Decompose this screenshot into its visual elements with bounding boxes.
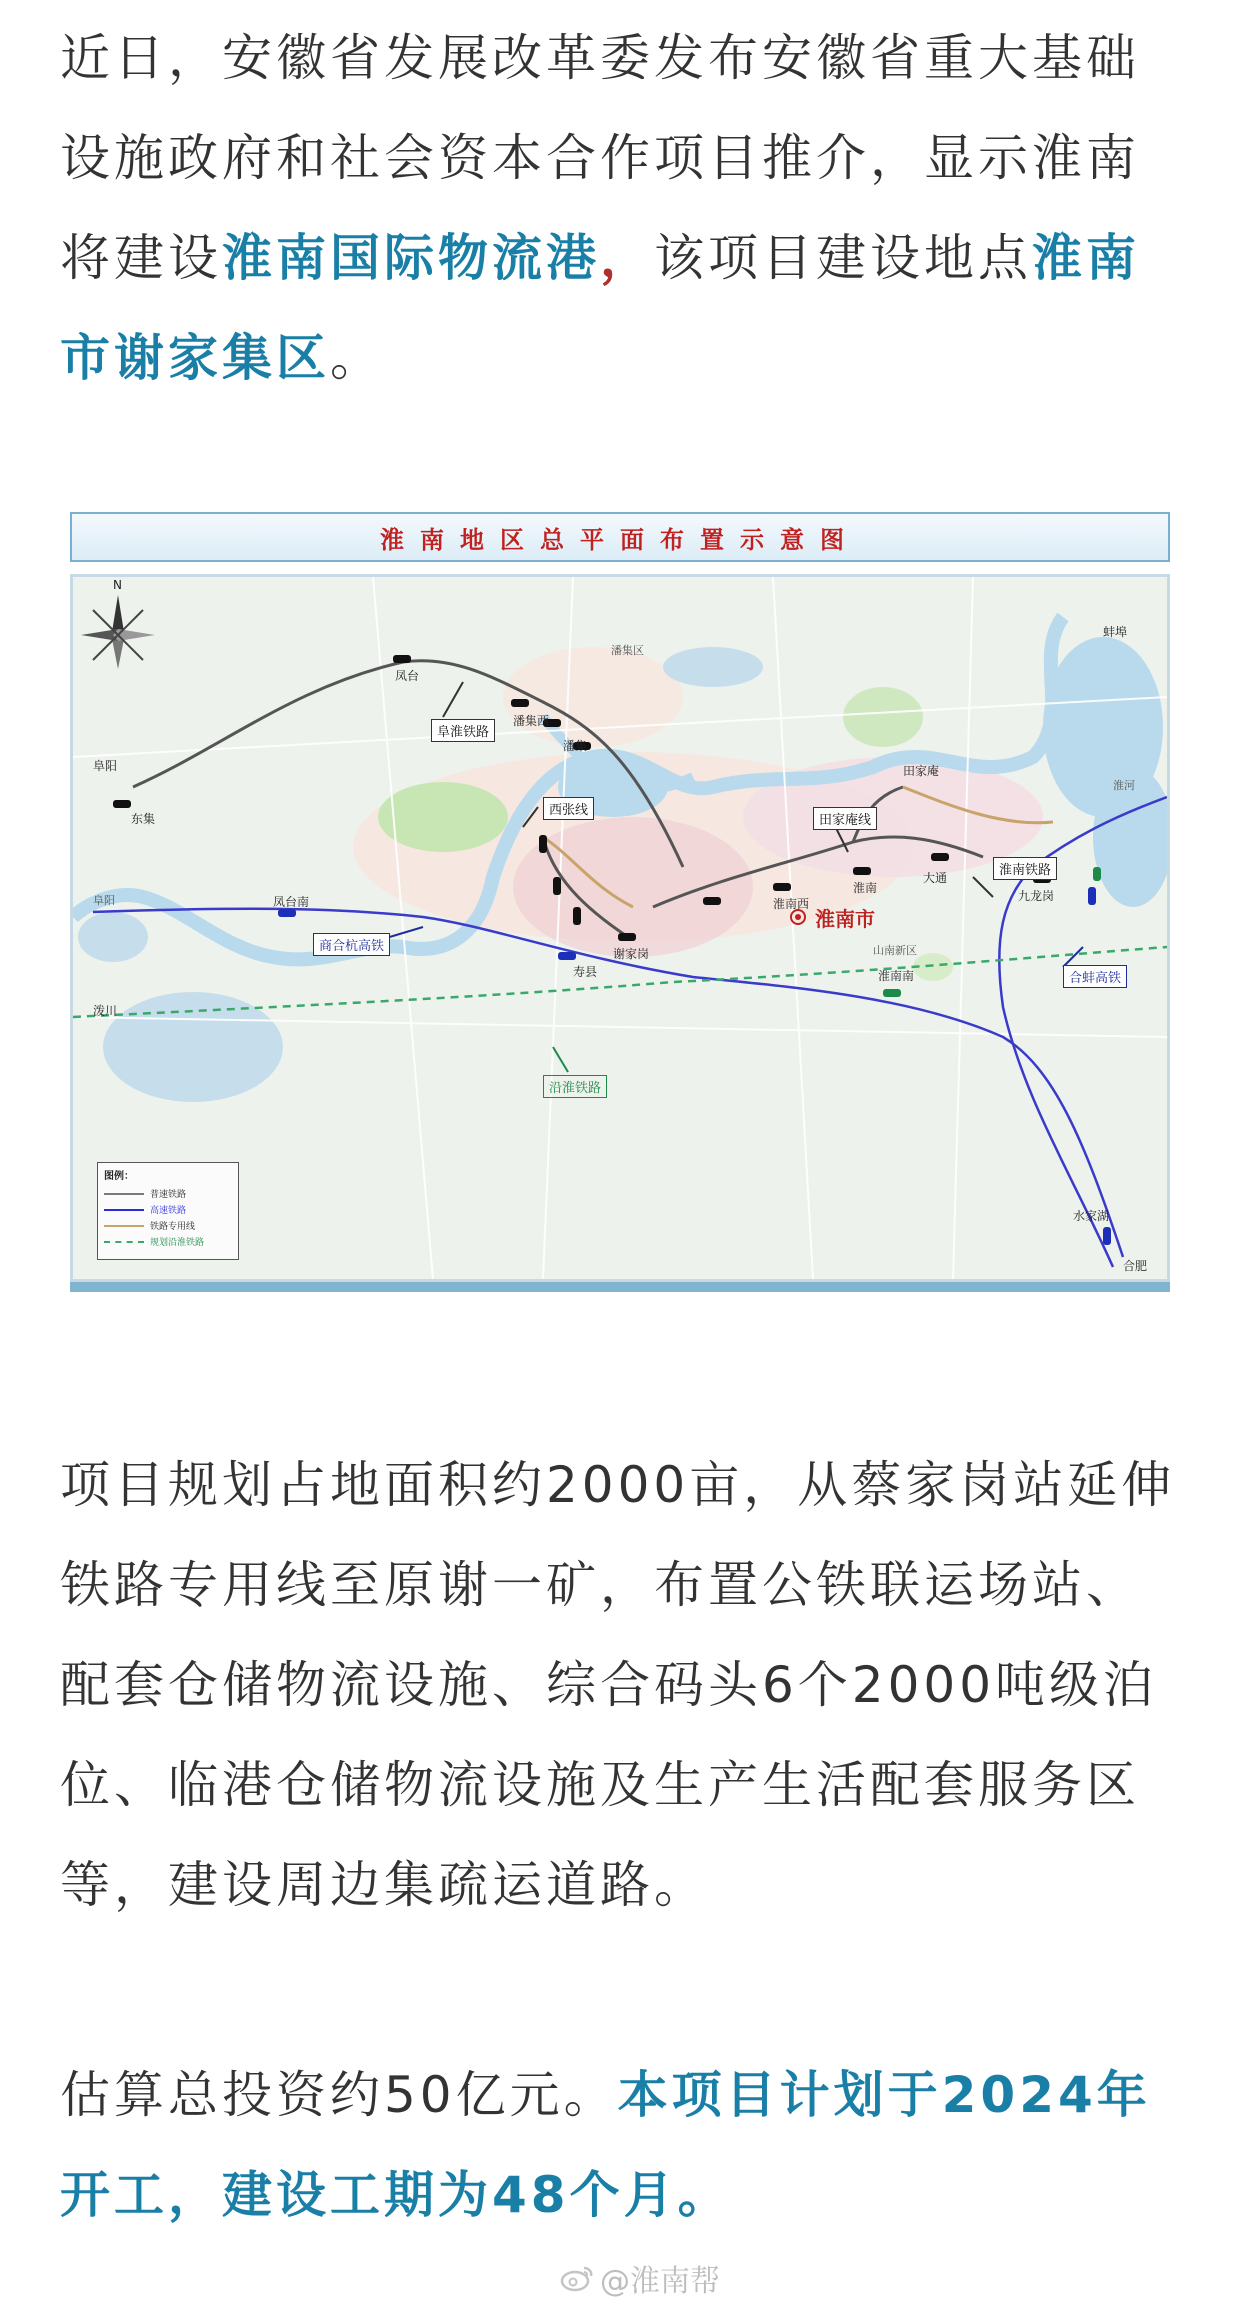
label-luanchuan: 泼川 — [93, 1004, 118, 1018]
label-huaihe: 淮河 — [1113, 779, 1135, 792]
legend-item — [104, 1235, 204, 1248]
label-fuyang-2: 阜阳 — [93, 894, 115, 907]
location-highlight: 淮南市谢家集区 — [60, 229, 1140, 387]
label-fengtai: 凤台 — [395, 669, 420, 683]
map-frame — [70, 574, 1170, 1282]
label-xiejiagang: 谢家岗 — [613, 947, 650, 961]
intro-comma: ， — [600, 229, 654, 287]
project-details-paragraph: 项目规划占地面积约2000亩，从蔡家岗站延伸铁路专用线至原谢一矿，布置公铁联运场站、配套仓储物流设施、综合码头6个2000吨级泊位、临港仓储物流设施及生产生活配套服务区等，建设周边集疏运道路。 — [60, 1456, 1176, 1914]
map-bottom-bar — [70, 1282, 1170, 1292]
legend-label: 高速铁路 — [150, 1206, 187, 1216]
label-huainan-xi: 淮南西 — [773, 897, 810, 911]
callout-fuhuai-railway: 阜淮铁路 — [431, 719, 495, 742]
intro-text-3: 。 — [330, 329, 384, 387]
label-panji-xi: 潘集西 — [513, 714, 550, 728]
callout-tianjiaan-line: 田家庵线 — [813, 807, 877, 830]
callout-shanghefei-hsr: 商合杭高铁 — [313, 933, 390, 956]
legend-label: 铁路专用线 — [150, 1222, 196, 1232]
map-title: 淮南地区总平面布置示意图 — [380, 525, 860, 554]
map-legend — [97, 1162, 239, 1260]
legend-label: 规划沿淮铁路 — [150, 1238, 205, 1248]
legend-label: 普速铁路 — [150, 1190, 187, 1200]
map-title-bar — [70, 512, 1170, 562]
label-shuijiahu: 水家湖 — [1073, 1209, 1110, 1223]
label-tianjiaan: 田家庵 — [903, 764, 940, 778]
callout-yanhuai-railway: 沿淮铁路 — [543, 1075, 607, 1098]
intro-text-1: 近日，安徽省发展改革委发布安徽省重大基础设施政府和社会资本合作项目推介，显示淮南将建设 — [60, 29, 1140, 287]
label-huainan-city: 淮南市 — [815, 907, 875, 931]
label-bengbu: 蚌埠 — [1103, 625, 1128, 639]
label-panji-district: 潘集区 — [611, 644, 644, 657]
layout-map-figure — [70, 512, 1170, 1292]
legend-item — [104, 1203, 186, 1216]
compass-n-label: N — [113, 578, 122, 592]
callout-hebeng-hsr: 合蚌高铁 — [1063, 965, 1127, 988]
label-datong: 大通 — [923, 871, 948, 885]
label-shouxian: 寿县 — [573, 965, 598, 979]
legend-item — [104, 1187, 186, 1200]
weibo-icon — [560, 2264, 594, 2292]
investment-text: 估算总投资约50亿元。 — [60, 2066, 618, 2124]
intro-paragraph — [60, 8, 1180, 408]
schedule-highlight: 本项目计划于2024年开工，建设工期为48个月。 — [60, 2066, 1151, 2224]
label-huainan-nan: 淮南南 — [878, 969, 915, 983]
label-hefei: 合肥 — [1123, 1259, 1148, 1273]
label-fengtai-nan: 凤台南 — [273, 895, 310, 909]
callout-xizhang-line: 西张线 — [543, 797, 594, 820]
label-dongji: 东集 — [131, 812, 156, 826]
callout-huainan-railway: 淮南铁路 — [993, 857, 1057, 880]
label-huainan: 淮南 — [853, 881, 878, 895]
legend-title: 图例： — [104, 1171, 134, 1182]
investment-paragraph — [60, 2045, 1180, 2245]
legend-item — [104, 1219, 195, 1232]
label-jiulonggang: 九龙岗 — [1018, 889, 1055, 903]
label-fuyang: 阜阳 — [93, 759, 118, 773]
label-shannan-district: 山南新区 — [873, 944, 917, 957]
label-panji: 潘集 — [563, 739, 588, 753]
project-name-highlight: 淮南国际物流港 — [222, 229, 600, 287]
weibo-watermark — [560, 2256, 720, 2300]
compass-rose-icon — [73, 577, 163, 677]
intro-text-2: 该项目建设地点 — [654, 229, 1032, 287]
watermark-text: @淮南帮 — [600, 2264, 720, 2299]
